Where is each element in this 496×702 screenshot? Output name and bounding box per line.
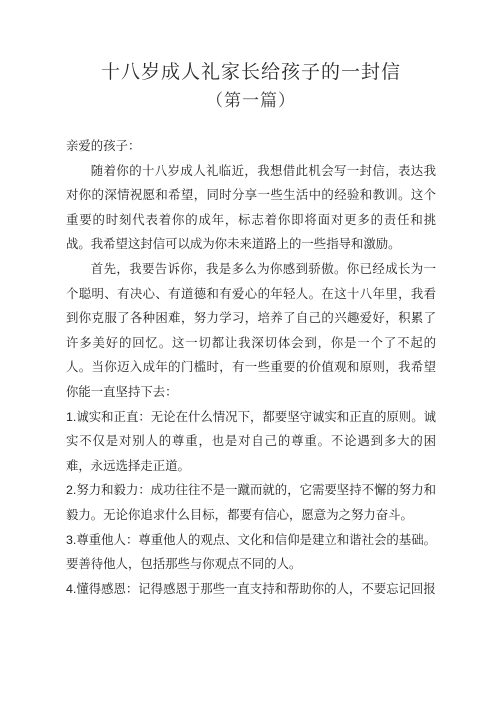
list-item-3 (66, 528, 436, 577)
list-item-text: 尊重他人：尊重他人的观点、文化和信仰是建立和谐社会的基础。要善待他人，包括那些与你观点不同的人。 (66, 531, 436, 572)
list-item-1 (66, 405, 436, 479)
document-subtitle: （第一篇） (206, 91, 296, 111)
list-item-text: 努力和毅力：成功往往不是一蹴而就的，它需要坚持不懈的努力和毅力。无论你追求什么目标，都要有信心，愿意为之努力奋斗。 (66, 482, 436, 522)
list-item-text: 诚实和正直：无论在什么情况下，都要坚守诚实和正直的原则。诚实不仅是对别人的尊重，也是对自己的尊重。不论遇到多大的困难，永远选择走正道。 (66, 408, 436, 473)
letter-greeting: 亲爱的孩子： (66, 138, 141, 153)
list-item-number: 2. (66, 483, 77, 498)
list-item-text: 懂得感恩：记得感恩于那些一直支持和帮助你的人，不要忘记回报 (76, 580, 436, 596)
paragraph-1: 随着你的十八岁成人礼临近，我想借此机会写一封信，表达我对你的深情祝愿和希望，同时分享一些生活中的经验和教训。这个重要的时刻代表着你的成年，标志着你即将面对更多的责任和挑战。我希望这封信可以成为你未来道路上的一些指导和激励。 (66, 162, 436, 252)
letter-body (66, 134, 436, 601)
list-item-number: 3. (66, 532, 77, 547)
list-item-number: 4. (66, 581, 77, 596)
list-item-2 (66, 478, 436, 527)
list-item-number: 1. (66, 409, 77, 424)
list-item-4 (66, 577, 436, 602)
document-title: 十八岁成人礼家长给孩子的一封信 (100, 61, 401, 83)
paragraph-2: 首先，我要告诉你，我是多么为你感到骄傲。你已经成长为一个聪明、有决心、有道德和有爱心的年轻人。在这十八年里，我看到你克服了各种困难，努力学习，培养了自己的兴趣爱好，积累了许多美好的回忆。这一切都让我深切体会到，你是一个了不起的人。当你迈入成年的门槛时，有一些重要的价值观和原则，我希望你能一直坚持下去： (66, 260, 436, 399)
